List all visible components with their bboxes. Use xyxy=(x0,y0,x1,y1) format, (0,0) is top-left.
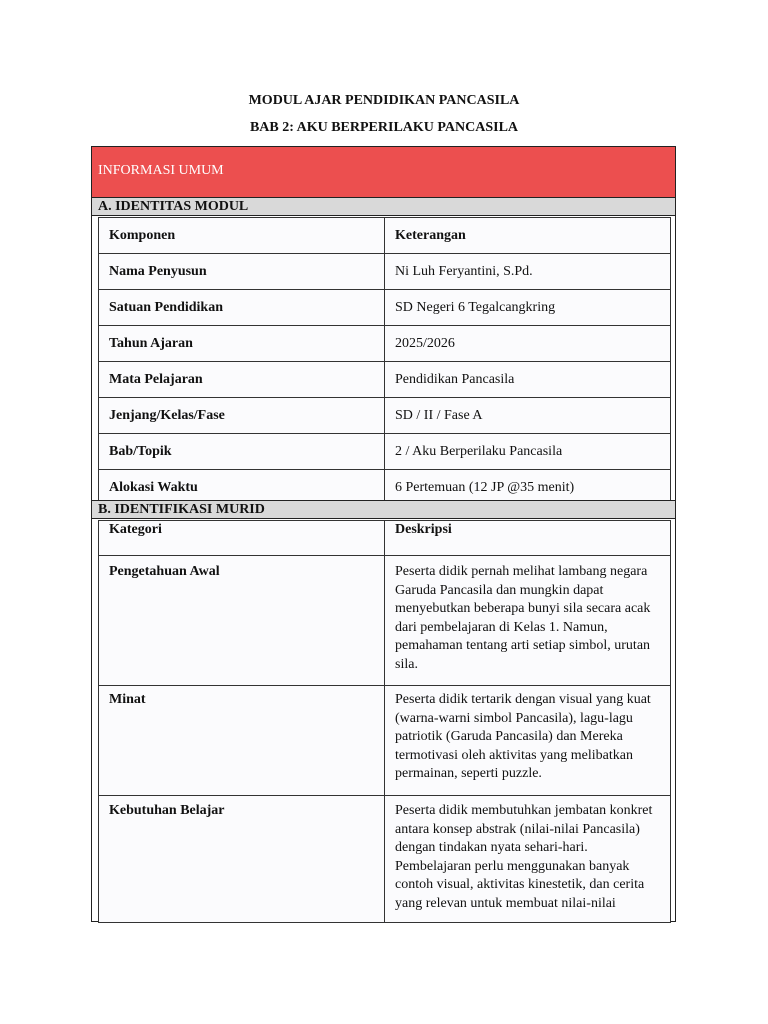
row-value: Peserta didik pernah melihat lambang negara Garuda Pancasila dan mungkin dapat menyebutkan beberapa bunyi sila secara acak dari pembelajaran di Kelas 1. Namun, pemahaman tentang arti setiap simbol, urutan sila. xyxy=(385,556,671,686)
row-key: Minat xyxy=(99,686,385,796)
table-row xyxy=(99,686,671,796)
table-row xyxy=(99,254,671,290)
table-header-row xyxy=(99,218,671,254)
table-row xyxy=(99,796,671,923)
row-value: Peserta didik tertarik dengan visual yang kuat (warna-warni simbol Pancasila), lagu-lagu patriotik (Garuda Pancasila) dan Mereka termotivasi oleh aktivitas yang melibatkan permainan, seperti puzzle. xyxy=(385,686,671,796)
table-row xyxy=(99,398,671,434)
row-value: SD Negeri 6 Tegalcangkring xyxy=(385,290,671,326)
learner-table xyxy=(98,520,671,923)
row-value: 2 / Aku Berperilaku Pancasila xyxy=(385,434,671,470)
row-key: Satuan Pendidikan xyxy=(99,290,385,326)
table-row xyxy=(99,556,671,686)
row-value: Peserta didik membutuhkan jembatan konkret antara konsep abstrak (nilai-nilai Pancasila) dengan tindakan nyata sehari-hari. Pembelajaran perlu menggunakan banyak contoh visual, aktivitas kinestetik, dan cerita yang relevan untuk membuat nilai-nilai xyxy=(385,796,671,923)
row-key: Nama Penyusun xyxy=(99,254,385,290)
table-row xyxy=(99,290,671,326)
section-b-heading: B. IDENTIFIKASI MURID xyxy=(92,500,675,519)
row-value: Ni Luh Feryantini, S.Pd. xyxy=(385,254,671,290)
row-value: SD / II / Fase A xyxy=(385,398,671,434)
row-key: Mata Pelajaran xyxy=(99,362,385,398)
row-value: 2025/2026 xyxy=(385,326,671,362)
row-key: Tahun Ajaran xyxy=(99,326,385,362)
row-key: Jenjang/Kelas/Fase xyxy=(99,398,385,434)
row-key: Bab/Topik xyxy=(99,434,385,470)
table-row xyxy=(99,362,671,398)
document-subtitle: BAB 2: AKU BERPERILAKU PANCASILA xyxy=(249,120,519,135)
row-value: Pendidikan Pancasila xyxy=(385,362,671,398)
row-key: Alokasi Waktu xyxy=(99,470,385,506)
row-value: 6 Pertemuan (12 JP @35 menit) xyxy=(385,470,671,506)
table-row xyxy=(99,434,671,470)
column-header: Keterangan xyxy=(385,218,671,254)
column-header: Komponen xyxy=(99,218,385,254)
table-row xyxy=(99,326,671,362)
column-header: Deskripsi xyxy=(385,521,671,556)
document-title: MODUL AJAR PENDIDIKAN PANCASILA xyxy=(248,93,520,108)
identity-table xyxy=(98,217,671,506)
section-a-heading: A. IDENTITAS MODUL xyxy=(92,197,675,216)
section-banner: INFORMASI UMUM xyxy=(92,147,675,197)
row-key: Kebutuhan Belajar xyxy=(99,796,385,923)
row-key: Pengetahuan Awal xyxy=(99,556,385,686)
column-header: Kategori xyxy=(99,521,385,556)
table-header-row xyxy=(99,521,671,556)
